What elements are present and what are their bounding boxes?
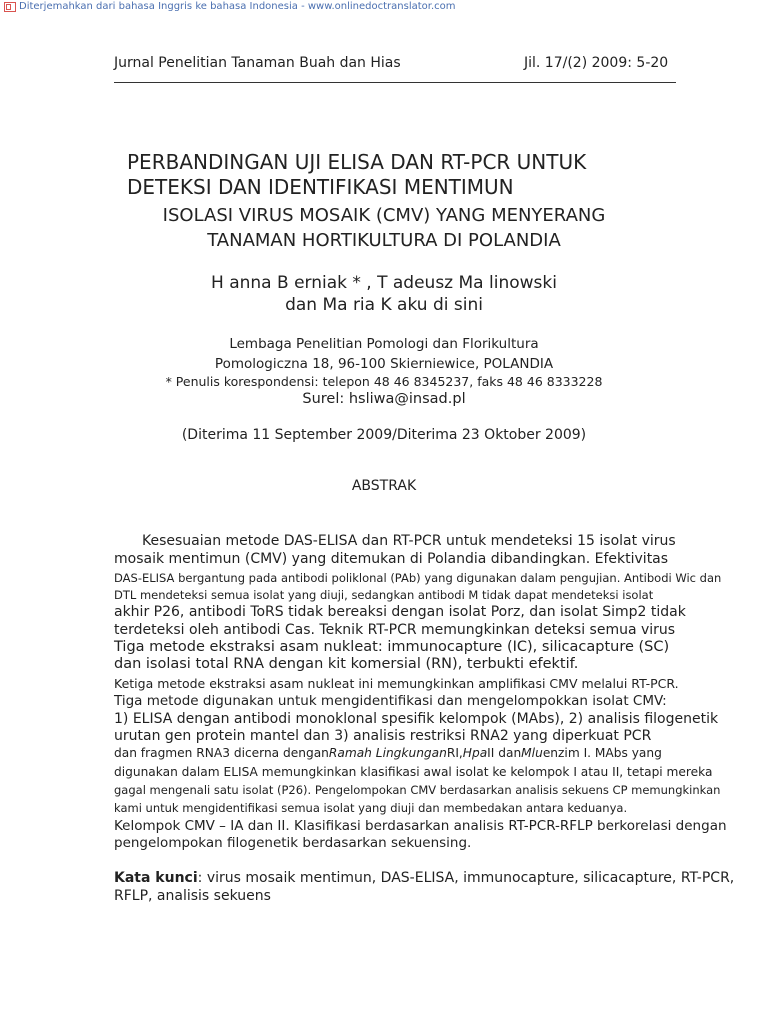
abstract-line: mosaik mentimun (CMV) yang ditemukan di Polandia dibandingkan. Efektivitas — [114, 551, 669, 567]
abstract-line: DTL mendeteksi semua isolat yang diuji, sedangkan antibodi M tidak dapat mendeteksi isolat — [114, 588, 654, 602]
abstract-line: gagal mengenali satu isolat (P26). Pengelompokan CMV berdasarkan analisis sekuens CP memungkinkan — [114, 783, 721, 797]
journal-volume: Jil. 17/(2) 2009: 5-20 — [524, 55, 669, 71]
translator-link[interactable]: Diterjemahkan dari bahasa Inggris ke bahasa Indonesia - www.onlinedoctranslator.com — [19, 1, 456, 12]
email-line: Surel: hsliwa@insad.pl — [302, 391, 466, 407]
keywords-line-2: RFLP, analisis sekuens — [114, 888, 271, 904]
header-divider — [114, 82, 676, 83]
translator-banner — [0, 0, 456, 14]
abstract-line: Kelompok CMV – IA dan II. Klasifikasi berdasarkan analisis RT-PCR-RFLP berkorelasi dengan — [114, 818, 727, 834]
affiliation-institute: Lembaga Penelitian Pomologi dan Florikultura — [229, 336, 539, 352]
abstract-line: Kesesuaian metode DAS-ELISA dan RT-PCR untuk mendeteksi 15 isolat virus — [142, 533, 676, 549]
authors-line-2: dan Ma ria K aku di sini — [285, 295, 483, 315]
authors-line-1: H anna B erniak * , T adeusz Ma linowski — [211, 273, 557, 293]
keywords-label: Kata kunci — [114, 870, 198, 886]
abstract-line: dan isolasi total RNA dengan kit komersial (RN), terbukti efektif. — [114, 656, 579, 672]
title-line-4: TANAMAN HORTIKULTURA DI POLANDIA — [207, 230, 561, 251]
title-line-3: ISOLASI VIRUS MOSAIK (CMV) YANG MENYERANG — [162, 205, 606, 226]
abstract-heading: ABSTRAK — [351, 478, 417, 494]
abstract-line: pengelompokan filogenetik berdasarkan sekuensing. — [114, 835, 472, 851]
journal-name: Jurnal Penelitian Tanaman Buah dan Hias — [114, 55, 401, 71]
correspondence-line: * Penulis korespondensi: telepon 48 46 8345237, faks 48 46 8333228 — [165, 374, 603, 389]
received-dates: (Diterima 11 September 2009/Diterima 23 Oktober 2009) — [181, 427, 587, 443]
title-line-2: DETEKSI DAN IDENTIFIKASI MENTIMUN — [127, 175, 514, 199]
abstract-line: akhir P26, antibodi ToRS tidak bereaksi dengan isolat Porz, dan isolat Simp2 tidak — [114, 604, 686, 620]
abstract-line: urutan gen protein mantel dan 3) analisis restriksi RNA2 yang diperkuat PCR — [114, 728, 652, 744]
abstract-line: digunakan dalam ELISA memungkinkan klasifikasi awal isolat ke kelompok I atau II, tetapi mereka — [114, 765, 713, 779]
abstract-line: terdeteksi oleh antibodi Cas. Teknik RT-PCR memungkinkan deteksi semua virus — [114, 622, 676, 638]
title-line-1: PERBANDINGAN UJI ELISA DAN RT-PCR UNTUK — [127, 150, 587, 174]
abstract-line: Tiga metode digunakan untuk mengidentifikasi dan mengelompokkan isolat CMV: — [114, 693, 667, 709]
keywords-line-1 — [114, 870, 734, 886]
keywords-list: : virus mosaik mentimun, DAS-ELISA, immunocapture, silicacapture, RT-PCR, — [197, 870, 735, 886]
affiliation-address: Pomologiczna 18, 96-100 Skierniewice, POLANDIA — [214, 356, 554, 372]
abstract-line: Tiga metode ekstraksi asam nukleat: immunocapture (IC), silicacapture (SC) — [114, 639, 670, 655]
abstract-line: Ketiga metode ekstraksi asam nukleat ini memungkinkan amplifikasi CMV melalui RT-PCR. — [114, 676, 679, 691]
abstract-line: kami untuk mengidentifikasi semua isolat yang diuji dan membedakan antara keduanya. — [114, 801, 628, 815]
document-icon — [4, 2, 16, 12]
abstract-line: DAS-ELISA bergantung pada antibodi poliklonal (PAb) yang digunakan dalam pengujian. Antibodi Wic dan — [114, 571, 722, 585]
abstract-line: 1) ELISA dengan antibodi monoklonal spesifik kelompok (MAbs), 2) analisis filogenetik — [114, 711, 719, 727]
abstract-line: dan fragmen RNA3 dicerna denganRamah LingkunganRI,HpaII danMluenzim I. MAbs yang — [114, 746, 662, 760]
